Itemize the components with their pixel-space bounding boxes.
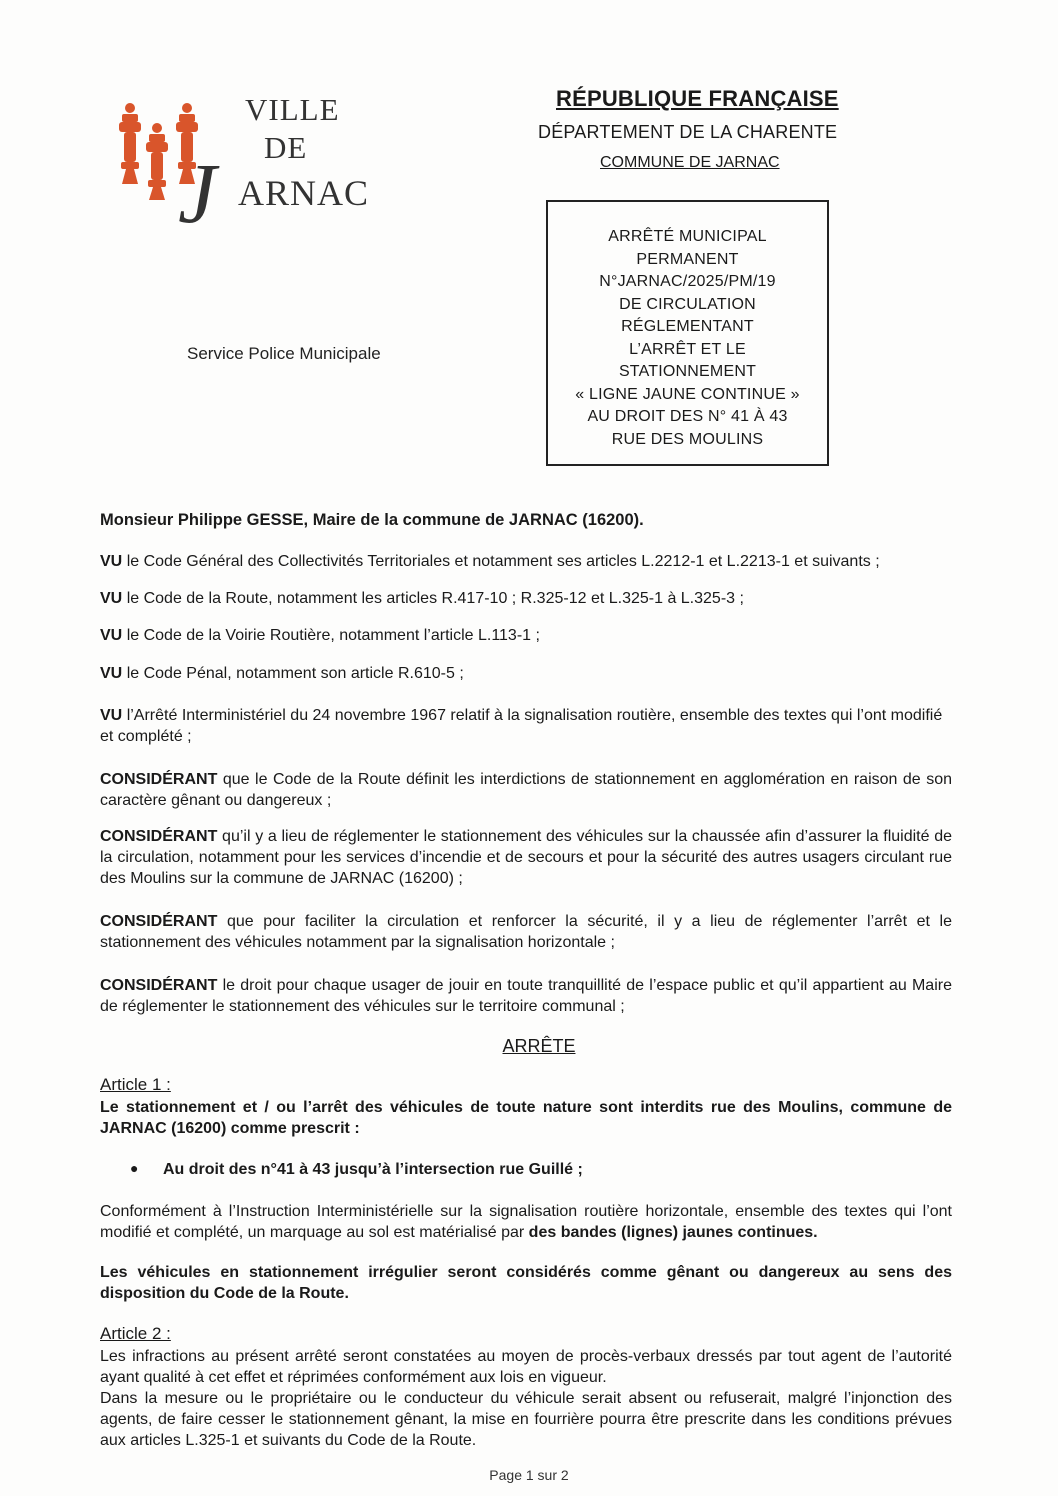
vu-label: VU <box>100 627 123 644</box>
article-2-text-1: Les infractions au présent arrêté seront constatées au moyen de procès-verbaux dressés par tout agent de l’autorité ayant qualité à cet effet et réprimées conformément aux lois en vigueur. <box>100 1348 952 1386</box>
conformement-emphasis: des bandes (lignes) jaunes continues. <box>528 1224 818 1241</box>
vu-paragraph <box>100 551 952 572</box>
title-line: DE CIRCULATION <box>619 295 756 313</box>
vu-text: l’Arrêté Interministériel du 24 novembre 1967 relatif à la signalisation routière, ensemble des textes qui l’ont modifié et complété ; <box>100 707 943 745</box>
bullet-icon: ● <box>130 1160 139 1176</box>
arrete-label: ARRÊTE <box>502 1036 576 1056</box>
logo-j: J <box>178 145 217 241</box>
title-line: RUE DES MOULINS <box>611 430 764 448</box>
title-line: ARRÊTÉ MUNICIPAL <box>608 228 767 245</box>
vu-paragraph <box>100 705 952 747</box>
logo-arnac: ARNAC <box>238 173 370 213</box>
article-1-bullet: Au droit des n°41 à 43 jusqu’à l’intersection rue Guillé ; <box>163 1161 583 1178</box>
considerant-text: qu’il y a lieu de réglementer le stationnement des véhicules sur la chaussée afin d’assurer la fluidité de la circulation, notamment pour les services d’incendie et de secours et pour la sécurité des autres usagers circulant rue des Moulins sur la commune de JARNAC (16200) ; <box>100 828 952 887</box>
article-1-text: Le stationnement et / ou l’arrêt des véhicules de toute nature sont interdits rue des Moulins, commune de JARNAC (16200) comme prescrit : <box>100 1099 952 1137</box>
considerant-text: que le Code de la Route définit les interdictions de stationnement en agglomération en raison de son caractère gênant ou dangereux ; <box>100 771 952 809</box>
service-label: Service Police Municipale <box>187 344 381 363</box>
vehicules-paragraph: Les véhicules en stationnement irrégulier seront considérés comme gênant ou dangereux au sens des disposition du Code de la Route. <box>100 1264 952 1302</box>
article-2-title: Article 2 : <box>100 1324 171 1343</box>
maire-line: Monsieur Philippe GESSE, Maire de la commune de JARNAC (16200). <box>100 511 644 529</box>
title-line: N°JARNAC/2025/PM/19 <box>599 273 776 290</box>
vu-label: VU <box>100 665 123 682</box>
vu-label: VU <box>100 590 123 607</box>
vu-paragraph <box>100 663 952 684</box>
vu-label: VU <box>100 707 123 724</box>
considerant-paragraph <box>100 975 952 1017</box>
departement-heading: DÉPARTEMENT DE LA CHARENTE <box>538 122 838 142</box>
title-line: AU DROIT DES N° 41 À 43 <box>587 408 788 425</box>
title-line: STATIONNEMENT <box>618 363 757 380</box>
vu-text: le Code de la Route, notamment les articles R.417-10 ; R.325-12 et L.325-1 à L.325-3 ; <box>126 590 744 607</box>
title-line: « LIGNE JAUNE CONTINUE » <box>575 385 800 403</box>
considerant-text: le droit pour chaque usager de jouir en toute tranquillité de l’espace public et qu’il appartient au Maire de réglementer le stationnement des véhicules sur le territoire communal ; <box>100 977 952 1015</box>
republique-heading: RÉPUBLIQUE FRANÇAISE <box>556 86 839 111</box>
title-line: L’ARRÊT ET LE <box>629 340 746 358</box>
vu-paragraph <box>100 625 952 646</box>
commune-heading: COMMUNE DE JARNAC <box>600 154 780 171</box>
considerant-text: que pour faciliter la circulation et renforcer la sécurité, il y a lieu de réglementer l’arrêt et le stationnement des véhicules notamment par la signalisation horizontale ; <box>100 913 952 951</box>
considerant-label: CONSIDÉRANT <box>100 913 218 930</box>
logo-wordmark <box>170 92 390 242</box>
title-box <box>546 200 829 466</box>
article-1-title: Article 1 : <box>100 1075 171 1094</box>
vu-text: le Code Pénal, notamment son article R.610-5 ; <box>126 665 464 682</box>
considerant-label: CONSIDÉRANT <box>100 771 218 788</box>
page-number: Page 1 sur 2 <box>489 1467 569 1483</box>
arrete-heading <box>0 1036 1058 1057</box>
logo-de: DE <box>264 130 308 165</box>
article-2-text-2: Dans la mesure ou le propriétaire ou le conducteur du véhicule serait absent ou refuserait, malgré l’injonction des agents, de faire cesser le stationnement gênant, la mise en fourrière pourra être prescrite dans les conditions prévues aux articles L.325-1 et suivants du Code de la Route. <box>100 1390 952 1449</box>
conformement-text: Conformément à l’Instruction Interministérielle sur la signalisation routière horizontale, ensemble des textes qui l’ont modifié et complété, un marquage au sol est matérialisé par <box>100 1203 952 1241</box>
vu-paragraph <box>100 588 952 609</box>
considerant-paragraph <box>100 826 952 889</box>
considerant-paragraph <box>100 769 952 811</box>
title-line: RÉGLEMENTANT <box>621 318 754 335</box>
considerant-paragraph <box>100 911 952 953</box>
vu-text: le Code de la Voirie Routière, notamment l’article L.113-1 ; <box>126 627 540 644</box>
logo-ville: VILLE <box>245 92 340 127</box>
vu-label: VU <box>100 553 123 570</box>
title-line: PERMANENT <box>636 250 739 268</box>
considerant-label: CONSIDÉRANT <box>100 977 218 994</box>
considerant-label: CONSIDÉRANT <box>100 828 218 845</box>
conformement-paragraph <box>100 1201 952 1243</box>
vu-text: le Code Général des Collectivités Territoriales et notamment ses articles L.2212-1 et L.2213-1 et suivants ; <box>126 553 880 570</box>
